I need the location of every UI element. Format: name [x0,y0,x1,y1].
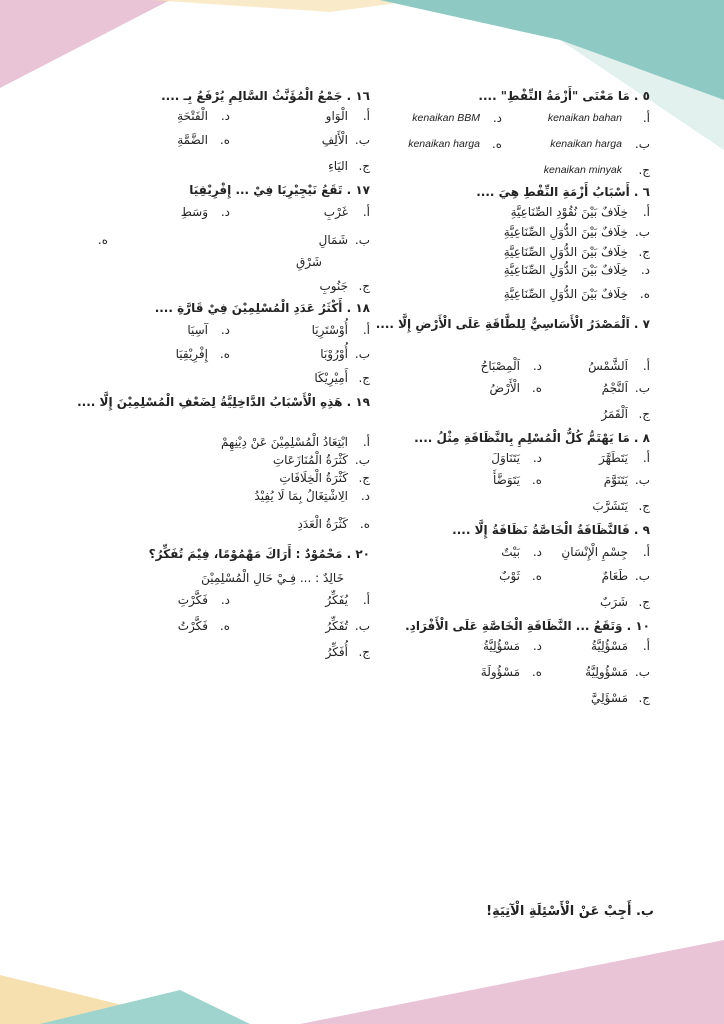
option-text: يَتَنَاوَلَ [491,451,520,465]
option-text: إِفْرِيْقِيَا [175,347,208,361]
option-text: خِلَافٌ بَيْنَ نُقُوْدِ الصِّنَاعِيَّةِ [510,205,628,219]
option-text: اَلْمِصْبَاحُ [480,359,520,373]
option-text: الضَّمَّةِ [177,133,208,147]
question-16: ١٦ . جَمْعُ الْمُؤَنَّثُ السَّالِمِ يُرْفَعُ بِـ .... [161,89,370,103]
option-label: د. [220,109,230,123]
option-text: طَعَامٌ [601,569,628,583]
option-text: جِسْمِ الْإِنْسَانِ [561,545,628,559]
section-b-heading: ب. أَجِبْ عَنْ الْأَسْئِلَةِ الْآتِيَةِ! [486,904,654,919]
option-label: ج. [358,371,370,385]
option-label: ج. [358,645,370,659]
option-label: ب. [354,233,370,247]
corner-shape-pink-top [0,0,170,88]
option-text: مَسْؤُولِيَّةُ [585,665,628,679]
option-label: ج. [638,245,650,259]
option-text: الْفَتْحَةِ [177,109,208,123]
option-label: د. [532,359,542,373]
question-5: ٥ . مَا مَعْنَى "أَزْمَةُ النِّفْطِ" .... [478,89,650,103]
option-text: اَلنَّجْمُ [601,381,628,395]
option-label: ج. [638,407,650,421]
option-label: د. [360,489,370,503]
option-text: أُوْسْتَرِيَا [311,323,348,337]
option-text: أُوْرُوْبَا [320,347,348,361]
option-text: اَلشَّمْسُ [588,359,628,373]
option-text: شَمَالِ [318,233,348,247]
option-text: أَمِيْرِيْكَا [314,371,348,385]
question-8: ٨ . مَا يَهْتَمُّ كُلُّ الْمُسْلِمِ بِالنَّظَافَةِ مِثْلُ .... [414,431,650,445]
option-label: ج. [358,159,370,173]
question-10: ١٠ . وَتَقَعُ ... النَّظَافَةِ الْخَاصَّةِ عَلَى الْأَفْرَادِ. [405,619,650,633]
question-20-response: خَالِدٌ : ... فِـيْ حَالِ الْمُسْلِمِيْنَ [201,571,344,585]
option-text: kenaikan harga [408,138,480,150]
option-label: ب. [634,473,650,487]
option-text: الِاشْتِغَالُ بِمَا لَا يُفِيْدُ [254,489,348,503]
option-label: د. [640,263,650,277]
option-text: وَسَطِ [180,205,208,219]
corner-shape-cream-top [150,0,420,12]
option-label: أ. [642,111,650,125]
option-label: أ. [362,205,370,219]
question-17: ١٧ . تَقَعُ نَيْجِيْرِيَا فِيْ ... إِفْرِيْقِيَا [189,183,370,197]
question-20: ٢٠ . مَحْمُوْدٌ : أَرَاكَ مَهْمُوْمًا، فِيْمَ تُفَكِّرُ؟ [148,547,370,561]
option-text: خِلَافٌ بَيْنَ الدُّوَلِ الصِّنَاعِيَّةِ [503,225,628,239]
option-text: يُفَكِّرُ [325,593,348,607]
option-text: فَكَّرْتُ [177,619,208,633]
option-text: اليَاءِ [328,159,348,173]
option-label: ب. [354,133,370,147]
option-label: ه. [219,133,230,147]
option-label: ج. [638,691,650,705]
option-label: ب. [634,381,650,395]
option-text: يَتَوَضَّأَ [492,473,520,487]
option-text: يَتَشَرَّبَ [592,499,628,513]
option-label: ه. [97,233,108,247]
option-label: أ. [642,359,650,373]
option-label: ه. [531,665,542,679]
option-label: د. [532,545,542,559]
option-label: ه. [531,381,542,395]
option-label: ج. [638,595,650,609]
option-label: ب. [354,347,370,361]
option-text: فَكَّرْتِ [177,593,208,607]
option-label: أ. [642,545,650,559]
option-text: تُفَكِّرُ [325,619,348,633]
option-label: أ. [642,639,650,653]
option-text: غَرْبِ [323,205,348,219]
option-label: ب. [354,619,370,633]
option-label: ب. [634,665,650,679]
option-text: كَثْرَةُ الْعَدَدِ [297,517,348,531]
option-label: ج. [638,163,650,177]
option-text: مَسْؤُلِيَّةُ [482,639,520,653]
option-text: مَسْؤَلِيَّ [591,691,628,705]
option-label: ه. [219,347,230,361]
option-text: اَلْقَمَرُ [601,407,628,421]
option-text: يَتَنَوَّمَ [603,473,628,487]
option-label: أ. [362,593,370,607]
option-label: ج. [358,471,370,485]
option-text: خِلَافٌ بَيْنَ الدُّوَلِ الصِّنَاعِيَّةِ [503,263,628,277]
option-label: ب. [634,569,650,583]
option-label: ه. [531,473,542,487]
option-label: ب. [354,453,370,467]
option-label: ه. [531,569,542,583]
option-text: الْوَاو [325,109,348,123]
option-text: ابْتِعَادُ الْمُسْلِمِيْنَ عَنْ دِيْنِهِمْ [221,435,348,449]
question-18: ١٨ . أَكْثَرُ عَدَدِ الْمُسْلِمِيْنَ فِيْ قَارَّةِ .... [154,301,370,315]
option-label: ب. [634,225,650,239]
option-label: د. [532,639,542,653]
option-label: أ. [642,205,650,219]
question-19: ١٩ . هَذِهِ الْأَسْبَابُ الدَّاخِلِيَّةُ لِضَعْفِ الْمُسْلِمِيْنَ إِلَّا .... [77,395,370,409]
option-text: خِلَافٌ بَيْنَ الدُّوَلِ الصِّنَاعِيَّةِ [503,287,628,301]
option-label: ه. [491,137,502,151]
option-label: د. [532,451,542,465]
option-label: أ. [362,323,370,337]
option-label: ب. [634,137,650,151]
option-text: بَيْتٌ [501,545,520,559]
option-text: شَرَبٌ [600,595,628,609]
option-label: ج. [638,499,650,513]
option-text: مَسْؤُلِيَّةُ [590,639,628,653]
corner-shape-pink-bottom [300,940,724,1024]
option-text: يَتَطَهَّرَ [599,451,628,465]
option-label: أ. [362,435,370,449]
question-9: ٩ . فَالنَّظَافَةُ الْخَاصَّةُ نَظَافَةُ إِلَّا .... [452,523,650,537]
option-label: ج. [358,279,370,293]
option-text: كَثْرَةُ الْمُنَازَعَاتِ [272,453,348,467]
question-7: ٧ . اَلْمَصْدَرُ الْأَسَاسِيُّ لِلطَّاقَةِ عَلَى الْأَرْضِ إِلَّا .... [375,317,650,331]
option-text: kenaikan BBM [412,112,480,124]
option-label: ه. [639,287,650,301]
option-text: خِلَافٌ بَيْنَ الدُّوَلِ الصِّنَاعِيَّةِ [503,245,628,259]
option-text: الْأَرْضُ [489,381,520,395]
option-text: kenaikan bahan [547,112,622,124]
option-text: شَرْقِ [296,255,322,269]
option-text: مَسْؤُولَةَ [480,665,520,679]
option-label: أ. [362,109,370,123]
option-text: آسِيَا [187,323,208,337]
option-text: kenaikan harga [550,138,622,150]
option-label: أ. [642,451,650,465]
option-label: د. [220,323,230,337]
option-label: د. [492,111,502,125]
option-text: الْأَلِفِ [321,133,348,147]
option-label: د. [220,593,230,607]
option-text: kenaikan minyak [543,164,622,176]
question-6: ٦ . أَسْبَابُ أَزْمَةِ النِّفْطِ هِيَ .... [476,185,650,199]
option-text: ثَوْبٌ [499,569,520,583]
option-text: كَثْرَةُ الْخِلَافَاتِ [279,471,348,485]
option-label: د. [220,205,230,219]
option-label: ه. [359,517,370,531]
option-text: أُفَكِّرُ [325,645,348,659]
option-text: جَنُوبِ [319,279,348,293]
option-label: ه. [219,619,230,633]
